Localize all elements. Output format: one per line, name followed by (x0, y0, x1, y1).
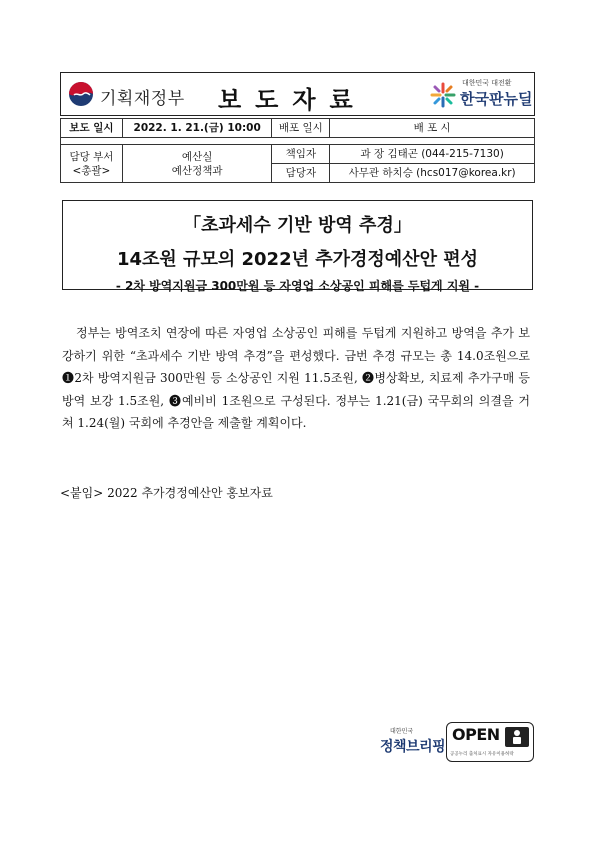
attribution-icon (505, 727, 529, 747)
attachment-note: <붙임> 2022 추가경정예산안 홍보자료 (60, 486, 273, 500)
dept-sub-label: <총괄> (72, 164, 111, 177)
staff-label: 담당자 (272, 164, 330, 183)
kogl-open-label: OPEN (452, 725, 500, 744)
policy-briefing-tagline: 대한민국 (390, 728, 414, 735)
resp-value: 과 장 김태곤 (044-215-7130) (330, 145, 535, 164)
korean-new-deal-logo-icon (428, 80, 458, 110)
dept-value-cell (122, 145, 272, 183)
release-value: 2022. 1. 21.(금) 10:00 (122, 119, 272, 138)
dist-label: 배포 일시 (272, 119, 330, 138)
dept-label-cell (61, 145, 123, 183)
ministry-name: 기획재정부 (100, 89, 185, 109)
dept-label: 담당 부서 (69, 150, 114, 163)
resp-label: 책임자 (272, 145, 330, 164)
responsible-row (61, 145, 535, 164)
staff-value: 사무관 하치승 (hcs017@korea.kr) (330, 164, 535, 183)
headline-line-2: 14조원 규모의 2022년 추가경정예산안 편성 (116, 249, 479, 270)
press-release-title: 보도자료 (218, 86, 367, 114)
body-paragraph: 정부는 방역조치 연장에 따른 자영업 소상공인 피해를 두텁게 지원하고 방역을 추가 보강하기 위한 “초과세수 기반 방역 추경”을 편성했다. 금번 추경 규모는 총 14.0조원으로 ❶2차 방역지원금 300만원 등 소상공인 지원 11.5조원, ❷병상확보, 치료제 추가구매 등 방역 보강 1.5조원, ❸예비비 1조원으로 구성된다. 정부는 1.21(금) 국무회의 의결을 거쳐 1.24(월) 국회에 추경안을 제출할 계획이다. (62, 326, 530, 430)
headline-box (62, 200, 533, 293)
kogl-license-text: 공공누리 출처표시 자유이용허락 (450, 752, 514, 757)
info-table (60, 118, 535, 183)
korean-new-deal-tagline: 대한민국 대전환 (462, 79, 512, 87)
korean-new-deal-name: 한국판뉴딜 (460, 90, 533, 108)
release-label: 보도 일시 (61, 119, 123, 138)
spacer-row (61, 138, 535, 145)
dist-value: 배 포 시 (330, 119, 535, 138)
headline-line-1: 「초과세수 기반 방역 추경」 (183, 215, 412, 236)
dept-value-division: 예산정책과 (171, 164, 223, 177)
policy-briefing-logo: 정책브리핑 (380, 739, 446, 755)
headline-subtitle: - 2차 방역지원금 300만원 등 자영업 소상공인 피해를 두텁게 지원 - (115, 279, 480, 293)
release-row (61, 119, 535, 138)
government-emblem-icon (68, 81, 94, 107)
body-section (62, 322, 530, 435)
dept-value-office: 예산실 (181, 150, 213, 163)
